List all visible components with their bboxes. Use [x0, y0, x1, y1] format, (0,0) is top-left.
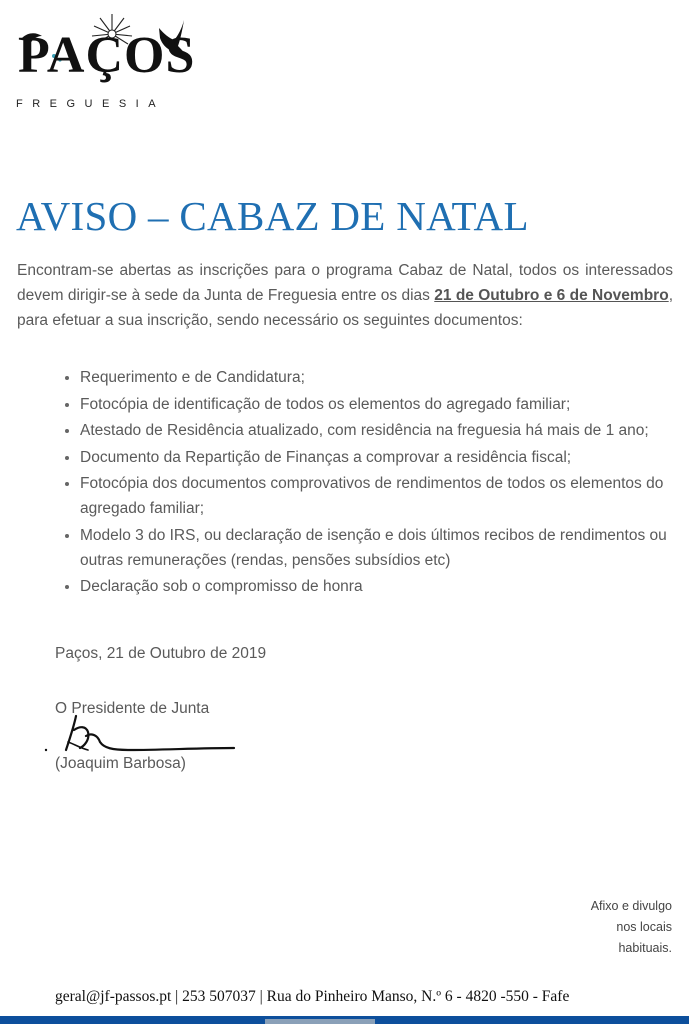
- registration-dates: 21 de Outubro e 6 de Novembro: [434, 287, 669, 304]
- posting-note-line: Afixo e divulgo: [590, 899, 672, 913]
- intro-text-start: Encontram-se abertas as inscrições para o programa Cabaz de Natal, todos os interessados devem dirigir-se à sede da Junta de Freguesia entre os dias: [17, 262, 673, 304]
- logo-name: PAÇOS: [18, 27, 196, 84]
- list-item: • Documento da Repartição de Finanças a comprovar a residência fiscal;: [80, 445, 689, 470]
- signatory-role: O Presidente de Junta: [55, 700, 210, 717]
- required-documents-list: [56, 365, 689, 601]
- intro-paragraph: [17, 258, 673, 333]
- posting-note: [532, 896, 672, 959]
- intro-text-end: , para efetuar a sua inscrição, sendo necessário os seguintes documentos:: [17, 287, 673, 329]
- page-title: AVISO – CABAZ DE NATAL: [16, 193, 529, 239]
- list-item: • Fotocópia dos documentos comprovativos de rendimentos de todos os elementos do agregado familiar;: [80, 471, 689, 521]
- posting-note-line: habituais.: [618, 941, 672, 955]
- logo-subtitle: FREGUESIA: [16, 98, 166, 110]
- list-item: • Atestado de Residência atualizado, com residência na freguesia há mais de 1 ano;: [80, 418, 689, 443]
- place-date: Paços, 21 de Outubro de 2019: [55, 645, 267, 662]
- posting-note-line: nos locais: [616, 920, 672, 934]
- bottom-bar: [0, 1016, 689, 1024]
- list-item: • Requerimento e de Candidatura;: [80, 365, 689, 390]
- list-item: • Modelo 3 do IRS, ou declaração de isenção e dois últimos recibos de rendimentos ou outras remunerações (rendas, pensões subsídios etc): [80, 523, 689, 573]
- logo: [14, 10, 196, 114]
- signatory-name: (Joaquim Barbosa): [55, 755, 186, 772]
- bottom-bar-highlight: [265, 1019, 375, 1024]
- list-item: • Fotocópia de identificação de todos os elementos do agregado familiar;: [80, 392, 689, 417]
- list-item: • Declaração sob o compromisso de honra: [80, 574, 689, 599]
- footer-contact: geral@jf-passos.pt | 253 507037 | Rua do Pinheiro Manso, N.º 6 - 4820 -550 - Fafe: [55, 988, 570, 1005]
